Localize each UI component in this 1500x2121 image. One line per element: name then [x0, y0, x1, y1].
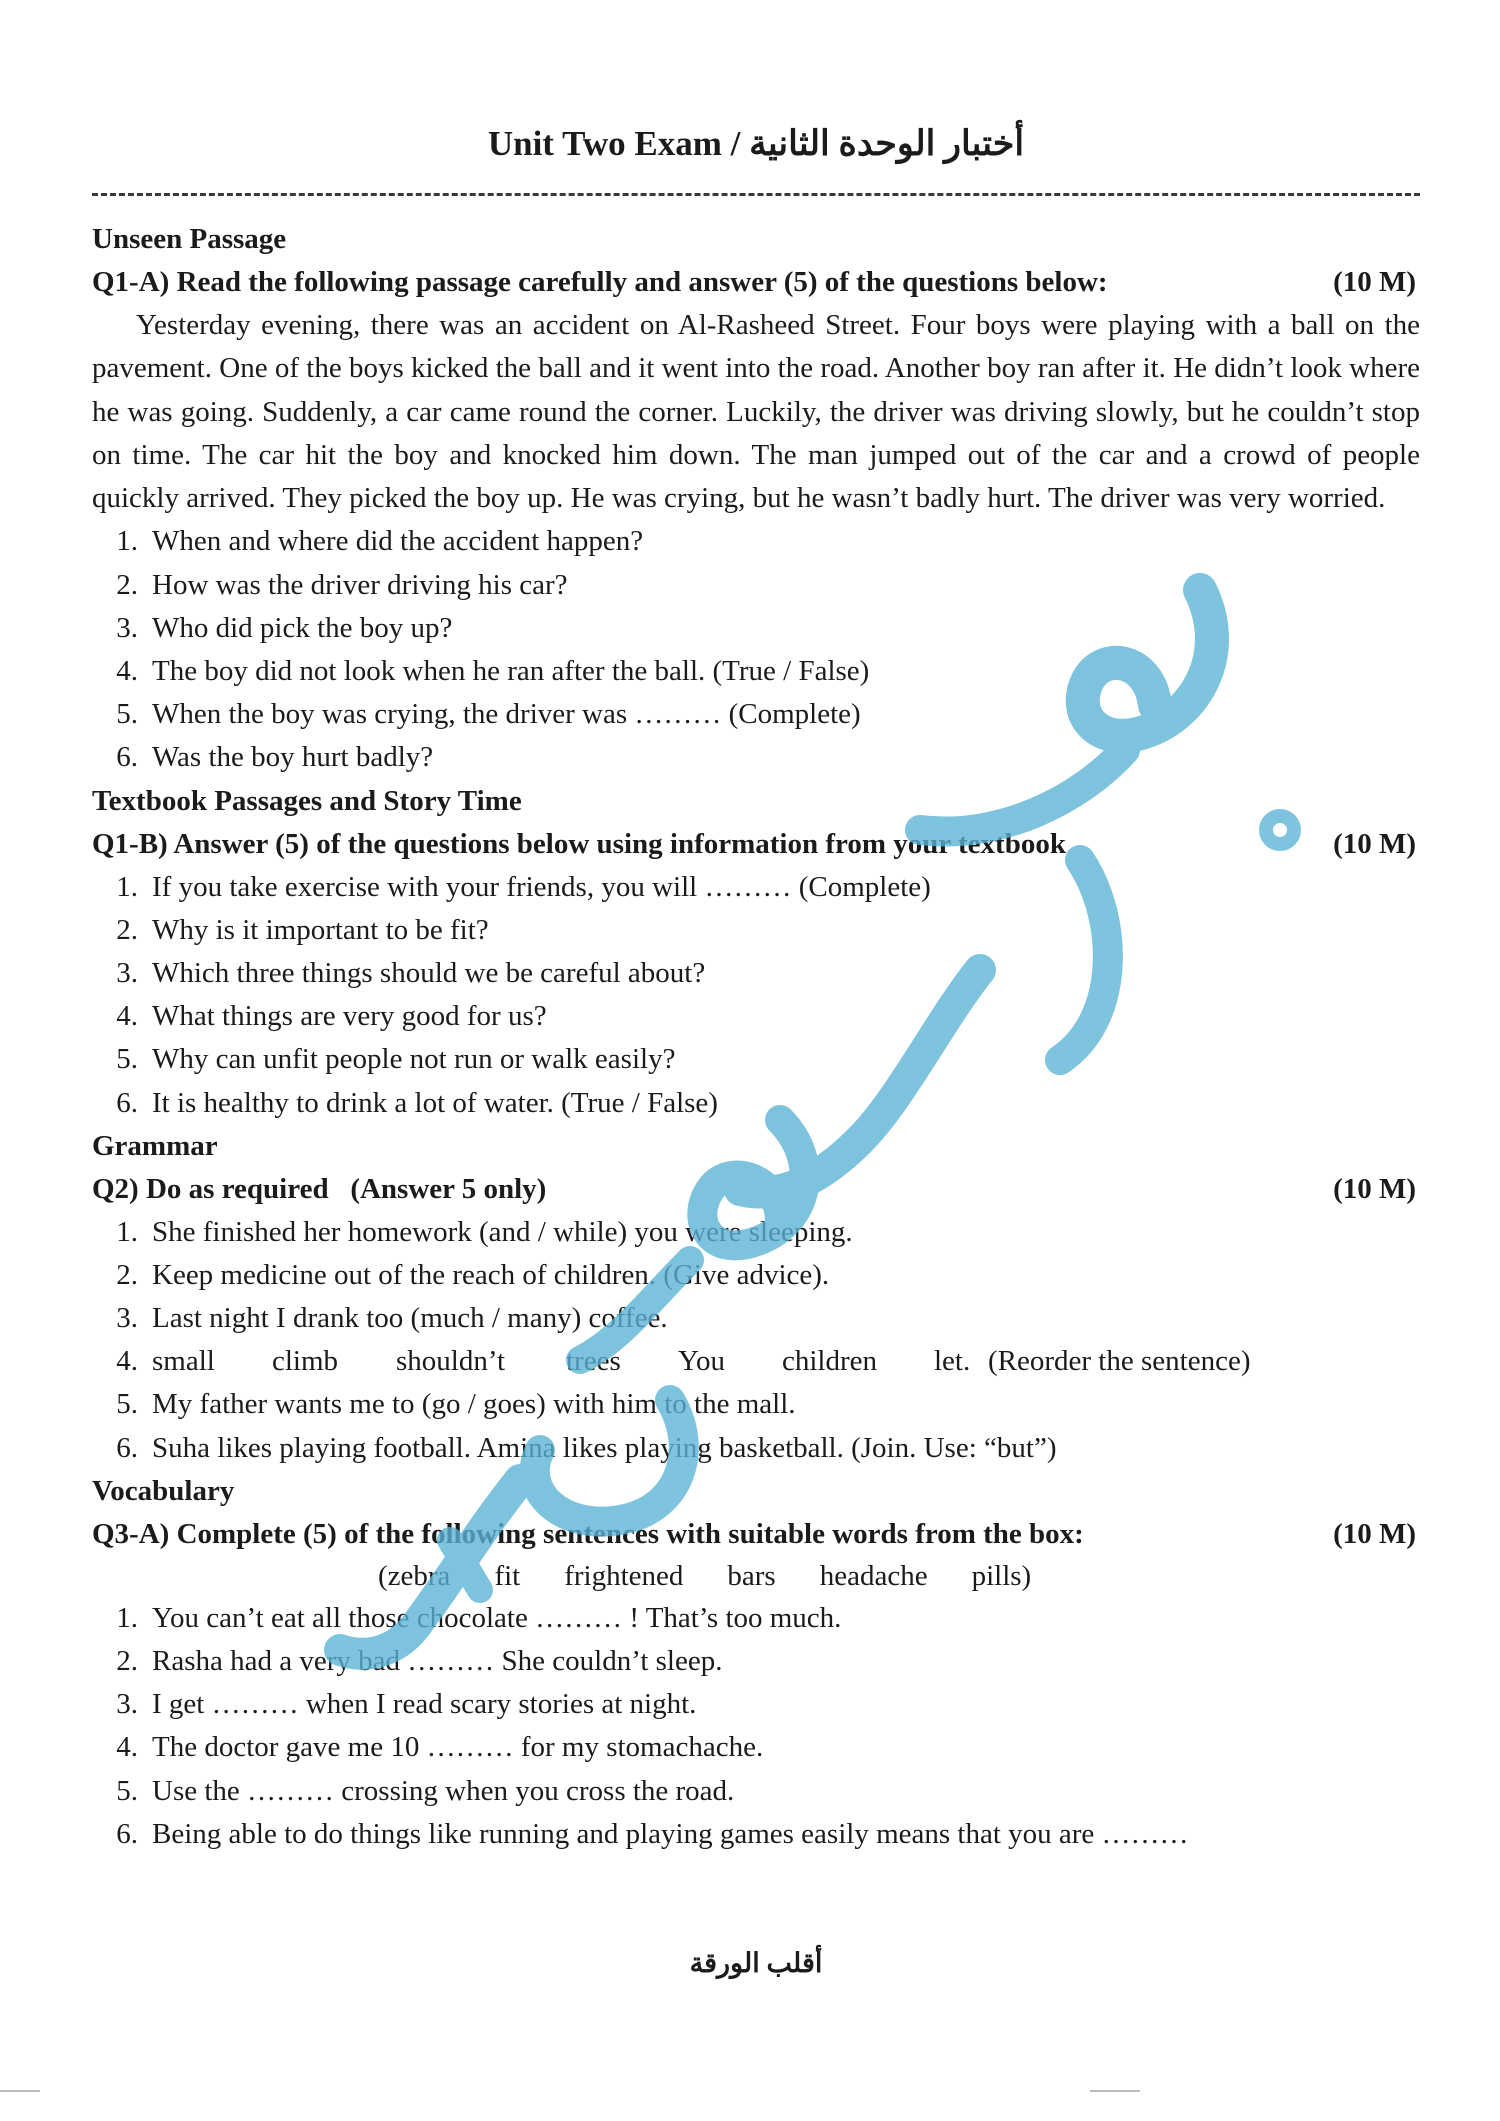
exam-page [92, 0, 1420, 2121]
box-word: pills) [971, 1559, 1032, 1592]
section-textbook-passages: Textbook Passages and Story Time [92, 784, 522, 817]
reorder-word: let. [934, 1345, 971, 1378]
q1b-heading: Q1-B) Answer (5) of the questions below using information from your textbook [92, 827, 1066, 860]
list-item: 4. The doctor gave me 10 ……… for my stomachache. [116, 1731, 764, 1764]
reading-passage: Yesterday evening, there was an accident on Al-Rasheed Street. Four boys were playing with a ball on the pavement. One of the boys kicked the ball and it went into the road. Another boy ran after it. He didn’t look where he was going. Suddenly, a car came round the corner. Luckily, the driver was driving slowly, but he couldn’t stop on time. The car hit the boy and knocked him down. The man jumped out of the car and a crowd of people quickly arrived. They picked the boy up. He was crying, but he wasn’t badly hurt. The driver was very worried. [92, 309, 1420, 515]
bottom-mark-right [1090, 2090, 1140, 2092]
q3a-question-list [92, 1597, 1420, 1856]
exam-title: Unit Two Exam / أختبار الوحدة الثانية [487, 124, 1025, 163]
box-word: fit [494, 1559, 521, 1592]
list-item: 5. Why can unfit people not run or walk easily? [116, 1043, 676, 1076]
reorder-word: You [678, 1345, 726, 1378]
reorder-word: shouldn’t [396, 1345, 506, 1378]
list-item: 1. You can’t eat all those chocolate ……… ! That’s too much. [116, 1601, 842, 1634]
list-item: 5. My father wants me to (go / goes) with him to the mall. [116, 1388, 796, 1421]
bottom-mark-left [0, 2090, 40, 2092]
reorder-word: trees [566, 1345, 621, 1378]
q2-question-list [92, 1211, 1420, 1470]
q1a-question-list [92, 520, 1420, 779]
section-unseen-passage: Unseen Passage [92, 223, 287, 255]
list-item: 3. I get ……… when I read scary stories at night. [116, 1688, 697, 1721]
box-word: headache [819, 1559, 928, 1592]
list-item: 4. What things are very good for us? [116, 1000, 547, 1033]
q1b-heading-row [92, 823, 1420, 866]
dashed-divider [92, 193, 1420, 196]
q1a-heading: Q1-A) Read the following passage carefully and answer (5) of the questions below: [92, 266, 1108, 298]
list-item: 6. Suha likes playing football. Amina likes playing basketball. (Join. Use: “but”) [116, 1431, 1057, 1464]
list-item: 1. She finished her homework (and / while) you were sleeping. [116, 1215, 853, 1248]
list-item: 3. Which three things should we be careful about? [116, 956, 706, 989]
turn-page-note: أقلب الورقة [689, 1948, 823, 1978]
list-item: 2. Keep medicine out of the reach of children. (Give advice). [116, 1258, 830, 1291]
list-item: 3. Who did pick the boy up? [116, 611, 453, 644]
exam-content [92, 218, 1420, 1856]
q1a-marks: (10 M) [1333, 266, 1416, 298]
reorder-word: climb [272, 1345, 339, 1378]
q3a-heading-row [92, 1513, 1420, 1556]
q1a-heading-row [92, 261, 1420, 304]
box-word: frightened [564, 1559, 684, 1592]
q2-marks: (10 M) [1333, 1172, 1416, 1205]
q2-heading-row [92, 1168, 1420, 1211]
list-item: 3. Last night I drank too (much / many) coffee. [116, 1302, 668, 1335]
section-vocabulary: Vocabulary [92, 1474, 235, 1507]
word-box [92, 1556, 1420, 1597]
list-item: 6. Being able to do things like running and playing games easily means that you are ……… [116, 1817, 1189, 1850]
list-item: 2. Rasha had a very bad ……… She couldn’t sleep. [116, 1645, 723, 1678]
list-item: 4. The boy did not look when he ran after the ball. (True / False) [116, 655, 870, 688]
list-item: 5. Use the ……… crossing when you cross the road. [116, 1774, 735, 1807]
list-item: 6. Was the boy hurt badly? [116, 741, 434, 774]
q1b-marks: (10 M) [1333, 827, 1416, 860]
list-item: 1. If you take exercise with your friends, you will ……… (Complete) [116, 870, 931, 903]
box-word: bars [727, 1559, 776, 1592]
box-word: (zebra [378, 1559, 451, 1592]
q1b-question-list [92, 866, 1420, 1125]
list-item: 4. small climb shouldn’t trees You children let. (Reorder the sentence) [92, 1340, 1420, 1383]
reorder-word: small [152, 1345, 215, 1378]
list-item: 2. Why is it important to be fit? [116, 913, 489, 946]
list-item: 5. When the boy was crying, the driver was ……… (Complete) [116, 698, 861, 731]
q3a-heading: Q3-A) Complete (5) of the following sentences with suitable words from the box: [92, 1517, 1084, 1550]
list-item: 2. How was the driver driving his car? [116, 568, 568, 601]
reorder-word: children [782, 1345, 878, 1378]
q2-heading: Q2) Do as required (Answer 5 only) [92, 1172, 547, 1205]
q3a-marks: (10 M) [1333, 1517, 1416, 1550]
list-item: 1. When and where did the accident happen? [116, 525, 644, 558]
section-grammar: Grammar [92, 1129, 218, 1162]
list-item: 6. It is healthy to drink a lot of water. (True / False) [116, 1086, 718, 1119]
